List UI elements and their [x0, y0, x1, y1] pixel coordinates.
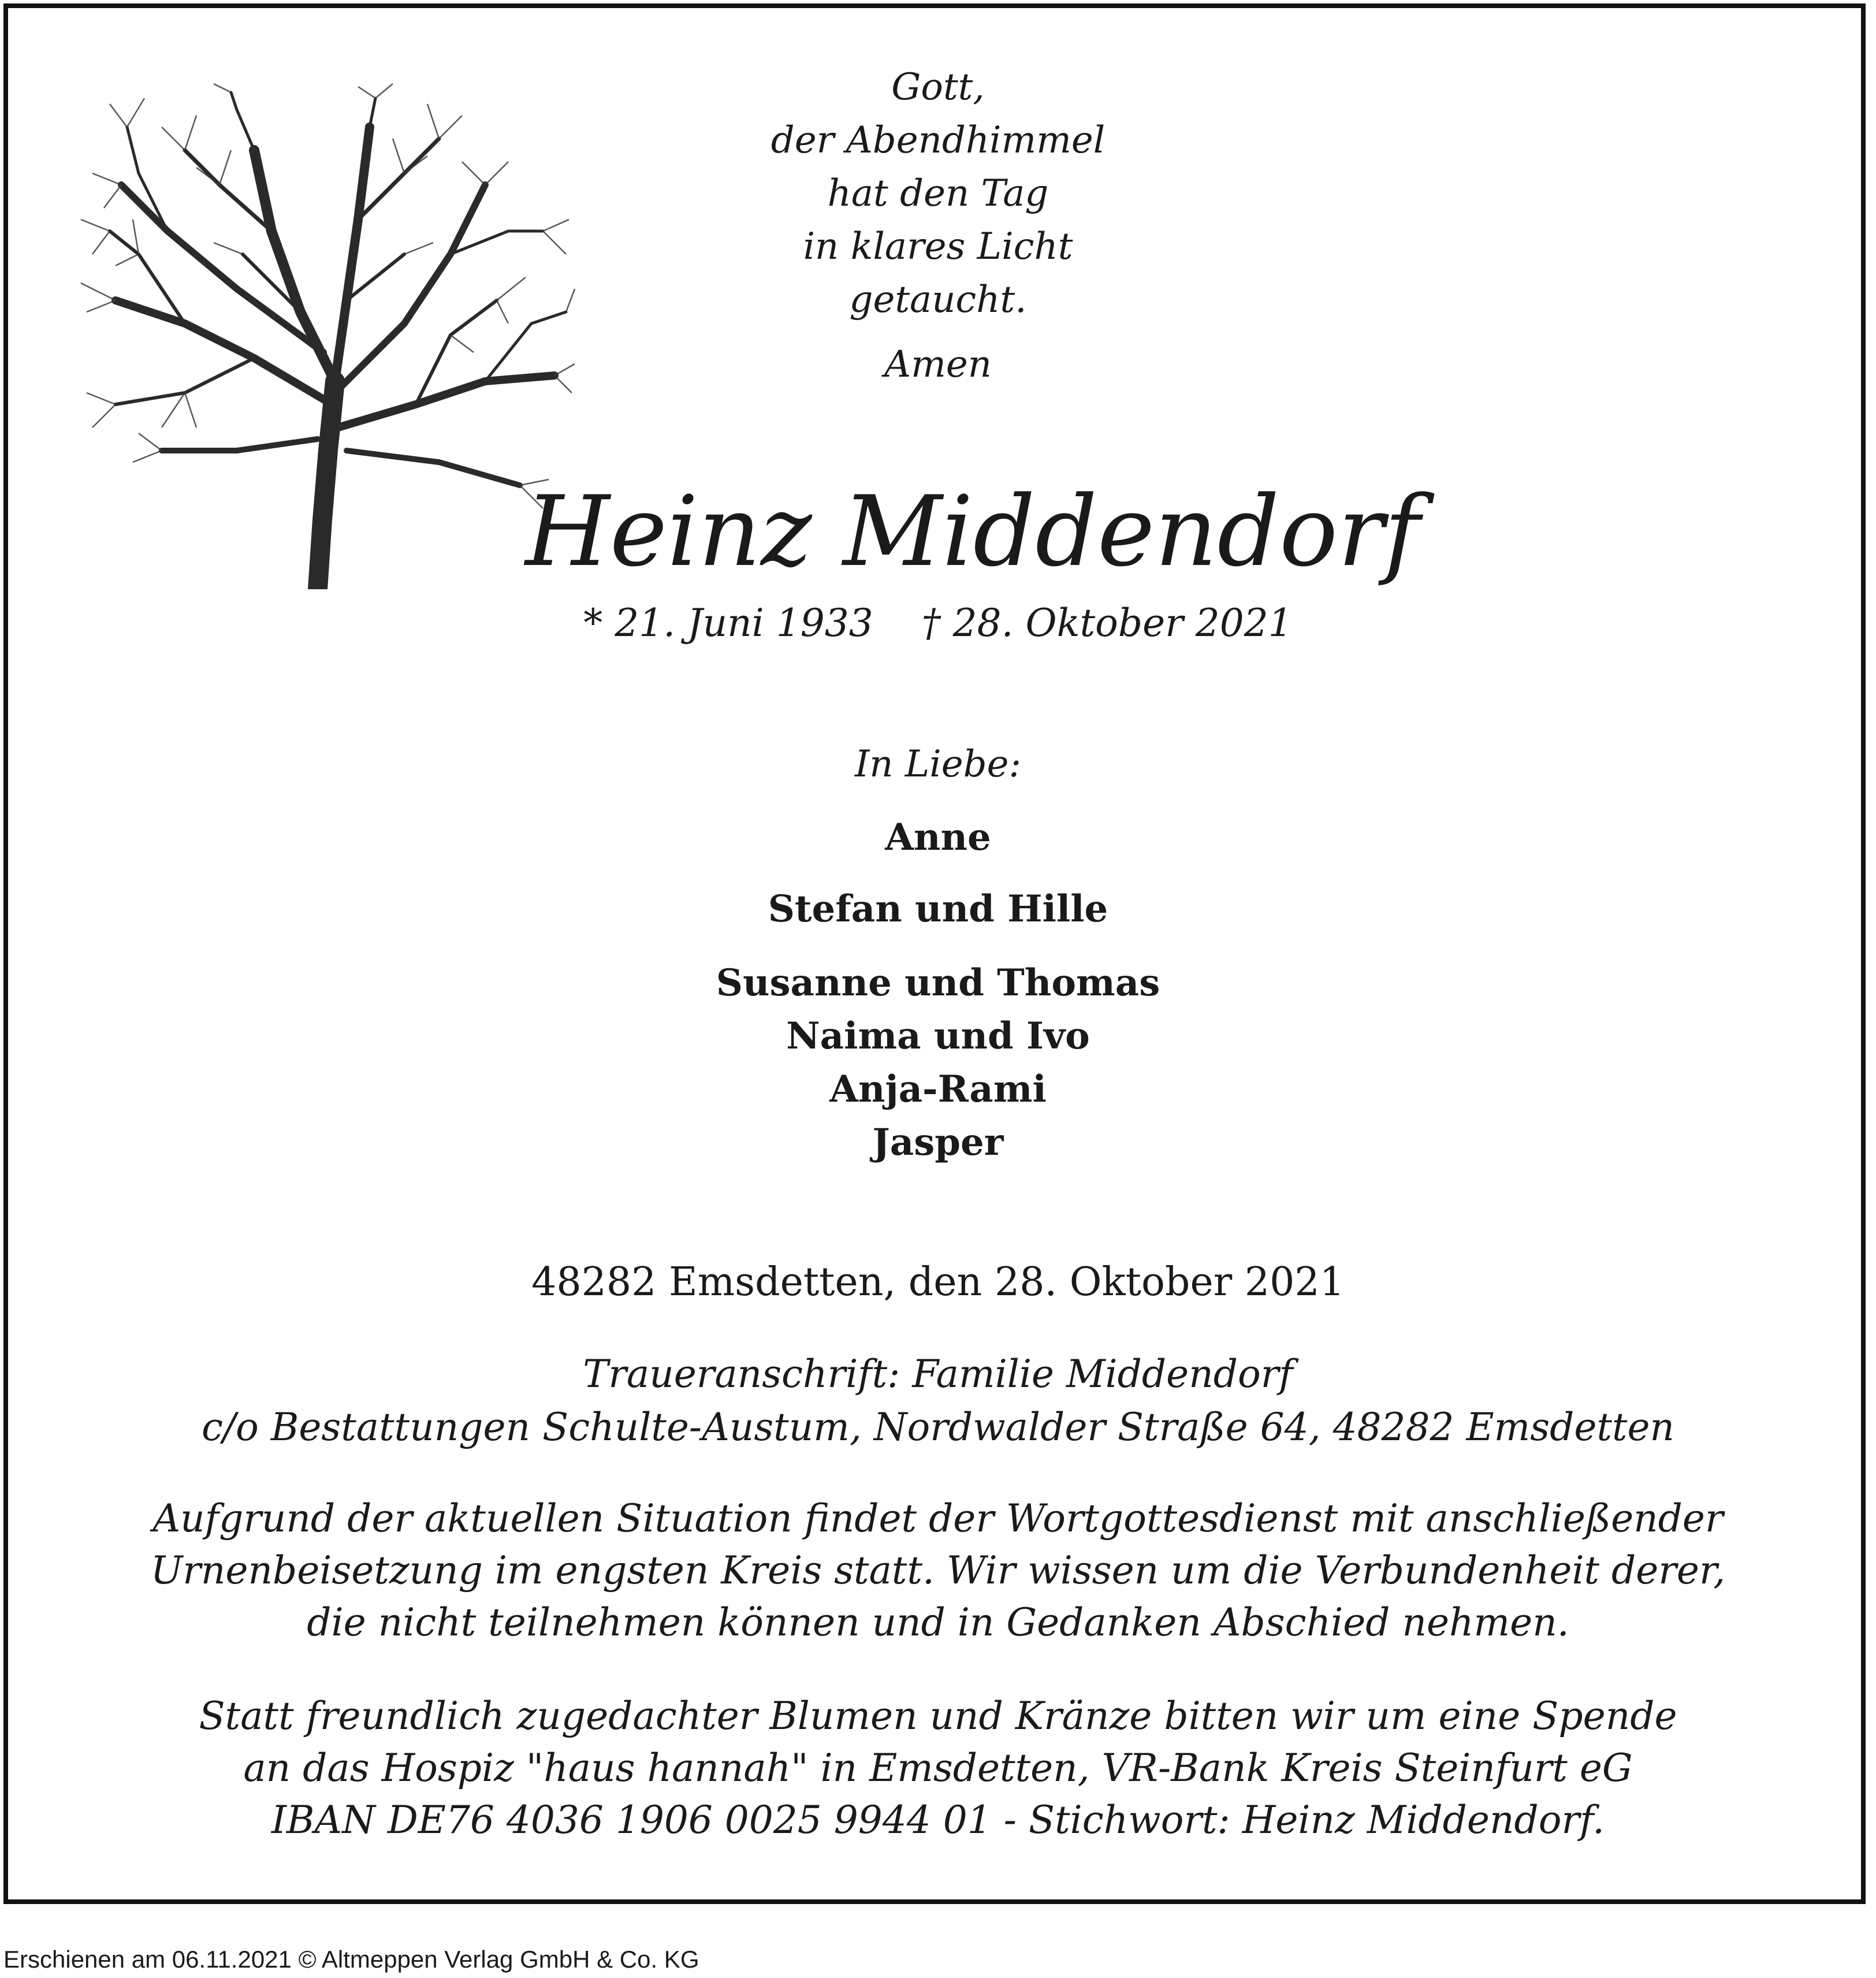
- situation-line: die nicht teilnehmen können und in Gedanken Abschied nehmen.: [307, 1600, 1569, 1645]
- situation-line: Aufgrund der aktuellen Situation findet der Wortgottesdienst mit anschließender: [152, 1496, 1724, 1541]
- family-member: Stefan und Hille: [768, 887, 1108, 931]
- donation-line: an das Hospiz "haus hannah" in Emsdetten, VR-Bank Kreis Steinfurt eG: [243, 1746, 1633, 1790]
- deceased-name: Heinz Middendorf: [525, 475, 1420, 588]
- poem-line: in klares Licht: [803, 225, 1073, 268]
- situation-line: Urnenbeisetzung im engsten Kreis statt. Wir wissen um die Verbundenheit derer,: [150, 1548, 1726, 1593]
- in-liebe-label: In Liebe:: [854, 743, 1022, 786]
- donation-line: IBAN DE76 4036 1906 0025 9944 01 - Stichwort: Heinz Middendorf.: [271, 1798, 1605, 1842]
- poem-line: der Abendhimmel: [770, 119, 1106, 162]
- family-member: Susanne und Thomas: [716, 961, 1160, 1005]
- family-member: Jasper: [872, 1121, 1004, 1164]
- address-line: c/o Bestattungen Schulte-Austum, Nordwalder Straße 64, 48282 Emsdetten: [201, 1405, 1675, 1449]
- poem-line: getaucht.: [849, 278, 1027, 321]
- place-date: 48282 Emsdetten, den 28. Oktober 2021: [531, 1259, 1345, 1305]
- family-member: Anne: [885, 816, 991, 859]
- address-line: Traueranschrift: Familie Middendorf: [583, 1352, 1293, 1396]
- poem-line: Gott,: [891, 66, 985, 109]
- donation-line: Statt freundlich zugedachter Blumen und Kränze bitten wir um eine Spende: [199, 1694, 1677, 1738]
- amen-line: Amen: [884, 343, 992, 386]
- life-dates: * 21. Juni 1933 † 28. Oktober 2021: [583, 601, 1293, 645]
- publication-footer: Erschienen am 06.11.2021 © Altmeppen Verlag GmbH & Co. KG: [3, 1946, 699, 1973]
- family-member: Anja-Rami: [829, 1068, 1047, 1111]
- family-member: Naima und Ivo: [786, 1014, 1090, 1058]
- poem-line: hat den Tag: [827, 172, 1049, 215]
